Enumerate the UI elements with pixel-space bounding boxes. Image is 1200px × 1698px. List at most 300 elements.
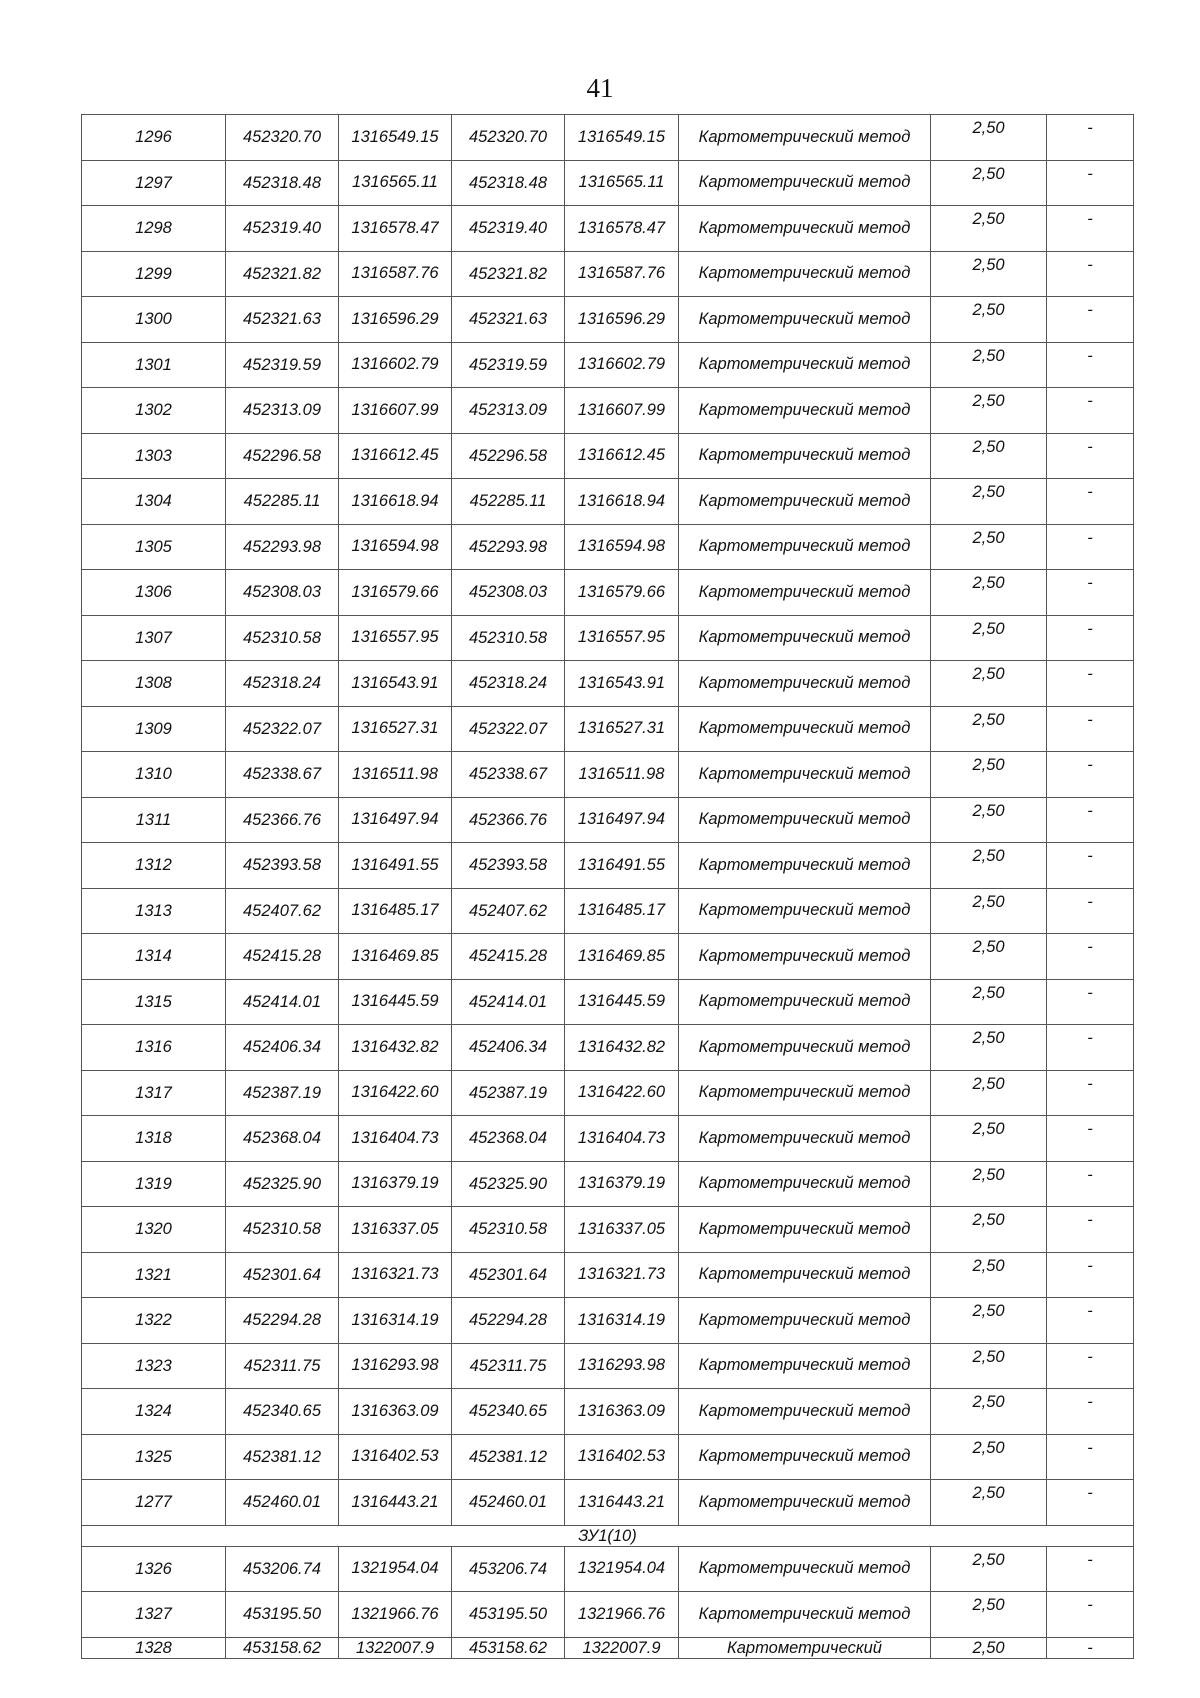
method-cell: Картометрический метод [679,160,931,206]
y-new-cell: 1316607.99 [565,388,679,434]
accuracy-cell: 2,50 [931,1070,1047,1116]
y-existing-cell: 1316402.53 [339,1434,452,1480]
table-row [82,979,1134,1025]
table-row [82,115,1134,161]
table-row [82,706,1134,752]
y-existing-cell: 1321966.76 [339,1592,452,1638]
y-existing-cell: 1316578.47 [339,206,452,252]
note-cell: - [1047,1343,1134,1389]
table-body-after-section [82,1546,1134,1637]
y-new-cell: 1322007.9 [565,1637,679,1658]
point-id-cell: 1297 [82,160,226,206]
y-existing-cell: 1316497.94 [339,797,452,843]
point-id-cell: 1303 [82,433,226,479]
method-cell: Картометрический метод [679,297,931,343]
point-id-cell: 1317 [82,1070,226,1116]
x-new-cell: 452294.28 [452,1298,565,1344]
x-new-cell: 452387.19 [452,1070,565,1116]
y-new-cell: 1316445.59 [565,979,679,1025]
x-existing-cell: 452407.62 [226,888,339,934]
table-row [82,615,1134,661]
note-cell: - [1047,388,1134,434]
x-new-cell: 452320.70 [452,115,565,161]
method-cell: Картометрический метод [679,843,931,889]
y-existing-cell: 1316293.98 [339,1343,452,1389]
y-existing-cell: 1316432.82 [339,1025,452,1071]
note-cell: - [1047,979,1134,1025]
x-new-cell: 452313.09 [452,388,565,434]
y-new-cell: 1316404.73 [565,1116,679,1162]
accuracy-cell: 2,50 [931,1343,1047,1389]
y-existing-cell: 1322007.9 [339,1637,452,1658]
last-row-group [82,1637,1134,1658]
x-existing-cell: 452311.75 [226,1343,339,1389]
method-cell: Картометрический метод [679,388,931,434]
x-new-cell: 453195.50 [452,1592,565,1638]
accuracy-cell: 2,50 [931,342,1047,388]
x-new-cell: 452296.58 [452,433,565,479]
y-existing-cell: 1316549.15 [339,115,452,161]
point-id-cell: 1296 [82,115,226,161]
accuracy-cell: 2,50 [931,797,1047,843]
method-cell: Картометрический метод [679,251,931,297]
accuracy-cell: 2,50 [931,479,1047,525]
table-row [82,1070,1134,1116]
point-id-cell: 1310 [82,752,226,798]
point-id-cell: 1309 [82,706,226,752]
method-cell: Картометрический метод [679,1252,931,1298]
method-cell: Картометрический метод [679,1116,931,1162]
point-id-cell: 1326 [82,1546,226,1592]
point-id-cell: 1314 [82,934,226,980]
x-existing-cell: 452368.04 [226,1116,339,1162]
x-new-cell: 452407.62 [452,888,565,934]
table-row [82,1480,1134,1526]
method-cell: Картометрический метод [679,570,931,616]
x-existing-cell: 452293.98 [226,524,339,570]
y-existing-cell: 1316607.99 [339,388,452,434]
x-new-cell: 452321.82 [452,251,565,297]
note-cell: - [1047,342,1134,388]
y-new-cell: 1316594.98 [565,524,679,570]
y-existing-cell: 1316618.94 [339,479,452,525]
accuracy-cell: 2,50 [931,115,1047,161]
accuracy-cell: 2,50 [931,615,1047,661]
table-row [82,1252,1134,1298]
y-existing-cell: 1316565.11 [339,160,452,206]
y-new-cell: 1316549.15 [565,115,679,161]
y-new-cell: 1321954.04 [565,1546,679,1592]
y-new-cell: 1316469.85 [565,934,679,980]
x-new-cell: 452325.90 [452,1161,565,1207]
y-existing-cell: 1316602.79 [339,342,452,388]
point-id-cell: 1300 [82,297,226,343]
note-cell: - [1047,843,1134,889]
point-id-cell: 1305 [82,524,226,570]
accuracy-cell: 2,50 [931,752,1047,798]
accuracy-cell: 2,50 [931,979,1047,1025]
y-new-cell: 1316565.11 [565,160,679,206]
y-new-cell: 1316432.82 [565,1025,679,1071]
point-id-cell: 1277 [82,1480,226,1526]
point-id-cell: 1328 [82,1637,226,1658]
y-new-cell: 1316618.94 [565,479,679,525]
y-new-cell: 1316587.76 [565,251,679,297]
method-cell: Картометрический метод [679,934,931,980]
x-existing-cell: 452415.28 [226,934,339,980]
x-existing-cell: 452460.01 [226,1480,339,1526]
point-id-cell: 1302 [82,388,226,434]
accuracy-cell: 2,50 [931,1592,1047,1638]
point-id-cell: 1315 [82,979,226,1025]
x-existing-cell: 452340.65 [226,1389,339,1435]
point-id-cell: 1324 [82,1389,226,1435]
y-new-cell: 1316379.19 [565,1161,679,1207]
section-label: ЗУ1(10) [82,1525,1134,1546]
method-cell: Картометрический метод [679,888,931,934]
method-cell: Картометрический метод [679,342,931,388]
x-new-cell: 452310.58 [452,1207,565,1253]
note-cell: - [1047,1298,1134,1344]
x-new-cell: 452366.76 [452,797,565,843]
accuracy-cell: 2,50 [931,1161,1047,1207]
y-existing-cell: 1316422.60 [339,1070,452,1116]
x-existing-cell: 452313.09 [226,388,339,434]
note-cell: - [1047,615,1134,661]
method-cell: Картометрический метод [679,433,931,479]
x-existing-cell: 452285.11 [226,479,339,525]
x-existing-cell: 452294.28 [226,1298,339,1344]
note-cell: - [1047,888,1134,934]
method-cell: Картометрический метод [679,1298,931,1344]
y-new-cell: 1316293.98 [565,1343,679,1389]
y-new-cell: 1316443.21 [565,1480,679,1526]
x-existing-cell: 452387.19 [226,1070,339,1116]
point-id-cell: 1307 [82,615,226,661]
y-new-cell: 1316402.53 [565,1434,679,1480]
x-new-cell: 452381.12 [452,1434,565,1480]
y-new-cell: 1316527.31 [565,706,679,752]
note-cell: - [1047,1434,1134,1480]
point-id-cell: 1299 [82,251,226,297]
y-existing-cell: 1316543.91 [339,661,452,707]
note-cell: - [1047,706,1134,752]
point-id-cell: 1323 [82,1343,226,1389]
section-row [82,1525,1134,1546]
x-existing-cell: 452322.07 [226,706,339,752]
y-existing-cell: 1316596.29 [339,297,452,343]
x-new-cell: 452322.07 [452,706,565,752]
x-new-cell: 452318.24 [452,661,565,707]
note-cell: - [1047,570,1134,616]
y-existing-cell: 1316587.76 [339,251,452,297]
table-row [82,479,1134,525]
y-new-cell: 1316557.95 [565,615,679,661]
note-cell: - [1047,1161,1134,1207]
y-existing-cell: 1321954.04 [339,1546,452,1592]
x-existing-cell: 452321.82 [226,251,339,297]
y-new-cell: 1316543.91 [565,661,679,707]
accuracy-cell: 2,50 [931,843,1047,889]
table-row [82,797,1134,843]
note-cell: - [1047,752,1134,798]
table-row [82,570,1134,616]
x-new-cell: 453158.62 [452,1637,565,1658]
x-new-cell: 452340.65 [452,1389,565,1435]
method-cell: Картометрический метод [679,615,931,661]
y-new-cell: 1316321.73 [565,1252,679,1298]
accuracy-cell: 2,50 [931,1298,1047,1344]
table-row [82,843,1134,889]
x-existing-cell: 453206.74 [226,1546,339,1592]
point-id-cell: 1319 [82,1161,226,1207]
x-new-cell: 452310.58 [452,615,565,661]
accuracy-cell: 2,50 [931,388,1047,434]
x-existing-cell: 452320.70 [226,115,339,161]
x-new-cell: 452319.40 [452,206,565,252]
x-existing-cell: 452393.58 [226,843,339,889]
x-existing-cell: 452296.58 [226,433,339,479]
y-new-cell: 1316314.19 [565,1298,679,1344]
note-cell: - [1047,1252,1134,1298]
x-existing-cell: 452321.63 [226,297,339,343]
table-row [82,1343,1134,1389]
point-id-cell: 1306 [82,570,226,616]
accuracy-cell: 2,50 [931,1025,1047,1071]
x-new-cell: 452319.59 [452,342,565,388]
y-existing-cell: 1316337.05 [339,1207,452,1253]
x-new-cell: 452406.34 [452,1025,565,1071]
x-new-cell: 452415.28 [452,934,565,980]
method-cell: Картометрический [679,1637,931,1658]
x-new-cell: 452318.48 [452,160,565,206]
y-new-cell: 1316422.60 [565,1070,679,1116]
y-existing-cell: 1316527.31 [339,706,452,752]
section-row-group [82,1525,1134,1546]
note-cell: - [1047,1207,1134,1253]
note-cell: - [1047,524,1134,570]
y-existing-cell: 1316557.95 [339,615,452,661]
y-existing-cell: 1316594.98 [339,524,452,570]
y-existing-cell: 1316404.73 [339,1116,452,1162]
y-new-cell: 1316363.09 [565,1389,679,1435]
x-existing-cell: 452318.24 [226,661,339,707]
y-existing-cell: 1316363.09 [339,1389,452,1435]
accuracy-cell: 2,50 [931,1637,1047,1658]
x-existing-cell: 452325.90 [226,1161,339,1207]
note-cell: - [1047,433,1134,479]
method-cell: Картометрический метод [679,979,931,1025]
y-new-cell: 1316596.29 [565,297,679,343]
accuracy-cell: 2,50 [931,1116,1047,1162]
table-body-before-section [82,115,1134,1526]
x-existing-cell: 452310.58 [226,1207,339,1253]
method-cell: Картометрический метод [679,1025,931,1071]
point-id-cell: 1322 [82,1298,226,1344]
x-new-cell: 452338.67 [452,752,565,798]
y-new-cell: 1316485.17 [565,888,679,934]
accuracy-cell: 2,50 [931,524,1047,570]
x-existing-cell: 452366.76 [226,797,339,843]
accuracy-cell: 2,50 [931,1252,1047,1298]
note-cell: - [1047,160,1134,206]
note-cell: - [1047,1592,1134,1638]
point-id-cell: 1316 [82,1025,226,1071]
method-cell: Картометрический метод [679,1480,931,1526]
method-cell: Картометрический метод [679,797,931,843]
x-existing-cell: 453158.62 [226,1637,339,1658]
method-cell: Картометрический метод [679,706,931,752]
method-cell: Картометрический метод [679,206,931,252]
note-cell: - [1047,661,1134,707]
method-cell: Картометрический метод [679,1592,931,1638]
point-id-cell: 1311 [82,797,226,843]
table-row [82,160,1134,206]
accuracy-cell: 2,50 [931,888,1047,934]
method-cell: Картометрический метод [679,1207,931,1253]
y-existing-cell: 1316491.55 [339,843,452,889]
note-cell: - [1047,1070,1134,1116]
x-new-cell: 452460.01 [452,1480,565,1526]
x-existing-cell: 452301.64 [226,1252,339,1298]
note-cell: - [1047,1025,1134,1071]
y-new-cell: 1316612.45 [565,433,679,479]
y-existing-cell: 1316321.73 [339,1252,452,1298]
x-new-cell: 452368.04 [452,1116,565,1162]
method-cell: Картометрический метод [679,1546,931,1592]
point-id-cell: 1312 [82,843,226,889]
table-row [82,251,1134,297]
x-existing-cell: 452319.40 [226,206,339,252]
y-new-cell: 1316491.55 [565,843,679,889]
accuracy-cell: 2,50 [931,1207,1047,1253]
y-new-cell: 1316602.79 [565,342,679,388]
accuracy-cell: 2,50 [931,1480,1047,1526]
accuracy-cell: 2,50 [931,1389,1047,1435]
note-cell: - [1047,297,1134,343]
x-existing-cell: 452406.34 [226,1025,339,1071]
y-new-cell: 1316497.94 [565,797,679,843]
note-cell: - [1047,1116,1134,1162]
y-existing-cell: 1316379.19 [339,1161,452,1207]
point-id-cell: 1321 [82,1252,226,1298]
table-row [82,752,1134,798]
x-new-cell: 452393.58 [452,843,565,889]
x-new-cell: 453206.74 [452,1546,565,1592]
point-id-cell: 1304 [82,479,226,525]
y-existing-cell: 1316579.66 [339,570,452,616]
point-id-cell: 1308 [82,661,226,707]
coordinates-table [81,114,1134,1659]
accuracy-cell: 2,50 [931,160,1047,206]
x-existing-cell: 452338.67 [226,752,339,798]
table-row [82,524,1134,570]
x-existing-cell: 452319.59 [226,342,339,388]
table-row [82,1592,1134,1638]
y-new-cell: 1321966.76 [565,1592,679,1638]
table-row [82,1298,1134,1344]
accuracy-cell: 2,50 [931,570,1047,616]
point-id-cell: 1327 [82,1592,226,1638]
table-row [82,1025,1134,1071]
y-new-cell: 1316578.47 [565,206,679,252]
accuracy-cell: 2,50 [931,1546,1047,1592]
x-existing-cell: 453195.50 [226,1592,339,1638]
x-new-cell: 452321.63 [452,297,565,343]
note-cell: - [1047,1389,1134,1435]
accuracy-cell: 2,50 [931,206,1047,252]
x-new-cell: 452293.98 [452,524,565,570]
table-row [82,1207,1134,1253]
accuracy-cell: 2,50 [931,1434,1047,1480]
method-cell: Картометрический метод [679,115,931,161]
table-row [82,433,1134,479]
accuracy-cell: 2,50 [931,433,1047,479]
y-existing-cell: 1316612.45 [339,433,452,479]
table-row [82,1637,1134,1658]
method-cell: Картометрический метод [679,1389,931,1435]
note-cell: - [1047,934,1134,980]
y-existing-cell: 1316314.19 [339,1298,452,1344]
method-cell: Картометрический метод [679,661,931,707]
accuracy-cell: 2,50 [931,297,1047,343]
y-new-cell: 1316511.98 [565,752,679,798]
y-new-cell: 1316337.05 [565,1207,679,1253]
x-existing-cell: 452310.58 [226,615,339,661]
note-cell: - [1047,115,1134,161]
accuracy-cell: 2,50 [931,706,1047,752]
table-row [82,1116,1134,1162]
x-existing-cell: 452318.48 [226,160,339,206]
x-new-cell: 452311.75 [452,1343,565,1389]
point-id-cell: 1313 [82,888,226,934]
table-row [82,297,1134,343]
method-cell: Картометрический метод [679,1434,931,1480]
x-new-cell: 452301.64 [452,1252,565,1298]
note-cell: - [1047,251,1134,297]
method-cell: Картометрический метод [679,1161,931,1207]
page-number: 41 [586,73,614,103]
y-existing-cell: 1316445.59 [339,979,452,1025]
accuracy-cell: 2,50 [931,251,1047,297]
y-existing-cell: 1316485.17 [339,888,452,934]
x-existing-cell: 452308.03 [226,570,339,616]
table-row [82,388,1134,434]
method-cell: Картометрический метод [679,524,931,570]
note-cell: - [1047,206,1134,252]
table-row [82,1161,1134,1207]
point-id-cell: 1298 [82,206,226,252]
x-new-cell: 452285.11 [452,479,565,525]
note-cell: - [1047,1480,1134,1526]
point-id-cell: 1325 [82,1434,226,1480]
table-row [82,1434,1134,1480]
table-row [82,1546,1134,1592]
y-existing-cell: 1316511.98 [339,752,452,798]
table-row [82,888,1134,934]
method-cell: Картометрический метод [679,479,931,525]
method-cell: Картометрический метод [679,1070,931,1116]
method-cell: Картометрический метод [679,752,931,798]
table-row [82,342,1134,388]
method-cell: Картометрический метод [679,1343,931,1389]
x-existing-cell: 452381.12 [226,1434,339,1480]
note-cell: - [1047,1637,1134,1658]
table-row [82,1389,1134,1435]
accuracy-cell: 2,50 [931,934,1047,980]
y-existing-cell: 1316469.85 [339,934,452,980]
y-new-cell: 1316579.66 [565,570,679,616]
